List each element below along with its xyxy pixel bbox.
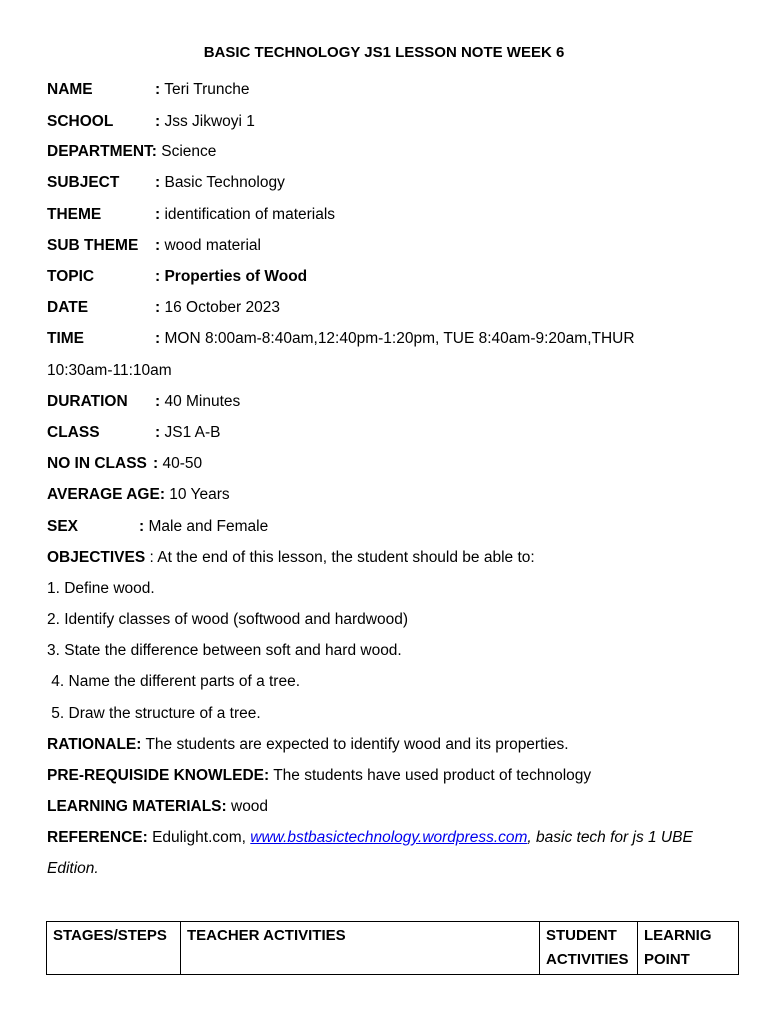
objectives-label: OBJECTIVES [47,549,146,566]
field-colon: : [139,518,145,535]
rationale-value: The students are expected to identify wood and its properties. [141,736,569,753]
table-header-row [47,922,739,975]
field-value: Male and Female [144,518,269,535]
field-value: identification of materials [160,206,336,223]
objective-item: 3. State the difference between soft and hard wood. [47,642,402,659]
field-value: JS1 A-B [160,424,221,441]
field-value: 40 Minutes [160,393,241,410]
reference-label: REFERENCE: [47,829,148,846]
field-label: SEX [47,518,79,535]
field-theme [47,205,335,225]
field-colon: : [155,113,161,130]
field-value: MON 8:00am-8:40am,12:40pm-1:20pm, TUE 8:40am-9:20am,THUR [160,330,635,347]
field-sex [47,517,268,537]
field-colon: : [155,330,161,347]
prerequisite [47,766,591,786]
objective-item: 1. Define wood. [47,580,155,597]
learning-materials [47,797,268,817]
field-value: Jss Jikwoyi 1 [160,113,255,130]
field-subject [47,173,285,193]
field-duration [47,392,240,412]
field-colon: : [153,455,159,472]
field-label: TOPIC [47,268,95,285]
rationale [47,735,569,755]
field-department [47,142,216,162]
field-name [47,80,250,100]
field-colon: : [155,424,161,441]
field-label: SUBJECT [47,174,120,191]
field-value: 40-50 [158,455,203,472]
page-title: BASIC TECHNOLOGY JS1 LESSON NOTE WEEK 6 [203,44,565,61]
reference [47,828,693,848]
table-header-cell: LEARNIG POINT [638,922,739,975]
table-header-cell: TEACHER ACTIVITIES [181,922,540,975]
field-label: DURATION [47,393,128,410]
field-label: DEPARTMENT: [47,143,157,160]
learning-materials-value: wood [226,798,269,815]
field-sub-theme [47,236,261,256]
field-average-age [47,485,230,505]
field-time [47,329,635,349]
table-header-cell: STAGES/STEPS [47,922,181,975]
field-school [47,112,255,132]
field-label: SCHOOL [47,113,114,130]
reference-text: Edulight.com, [147,829,251,846]
objective-item: 4. Name the different parts of a tree. [47,673,301,690]
field-label: AVERAGE AGE: [47,486,165,503]
field-value: Teri Trunche [160,81,250,98]
reference-continued: Edition. [47,860,99,877]
field-value: Basic Technology [160,174,285,191]
field-colon: : [155,174,161,191]
field-label: NO IN CLASS [47,455,147,472]
field-label: TIME [47,330,85,347]
field-topic [47,267,307,287]
field-value: wood material [160,237,261,254]
reference-book: , basic tech for js 1 UBE [527,829,693,846]
field-colon: : [155,299,161,316]
lesson-stages-table [46,921,739,975]
field-label: SUB THEME [47,237,139,254]
field-no-in-class [47,454,202,474]
field-value: 16 October 2023 [160,299,280,316]
field-class [47,423,220,443]
objective-item: 2. Identify classes of wood (softwood and hardwood) [47,611,409,628]
prerequisite-label: PRE-REQUISIDE KNOWLEDE: [47,767,270,784]
field-colon: : [155,206,161,223]
objectives-heading [47,548,535,568]
field-colon: : [155,393,161,410]
field-label: DATE [47,299,89,316]
field-value: : Properties of Wood [155,268,308,285]
field-label: THEME [47,206,102,223]
field-value: Science [156,143,217,160]
table-header-cell: STUDENT ACTIVITIES [540,922,638,975]
field-date [47,298,280,318]
objective-item: 5. Draw the structure of a tree. [47,705,261,722]
learning-materials-label: LEARNING MATERIALS: [47,798,227,815]
field-value: 10 Years [164,486,230,503]
objectives-intro: : At the end of this lesson, the student should be able to: [145,549,535,566]
field-colon: : [155,237,161,254]
field-label: CLASS [47,424,100,441]
field-time-continued: 10:30am-11:10am [47,362,172,379]
prerequisite-value: The students have used product of technology [269,767,592,784]
field-colon: : [155,81,161,98]
reference-link[interactable]: www.bstbasictechnology.wordpress.com [250,829,528,846]
field-label: NAME [47,81,93,98]
rationale-label: RATIONALE: [47,736,142,753]
